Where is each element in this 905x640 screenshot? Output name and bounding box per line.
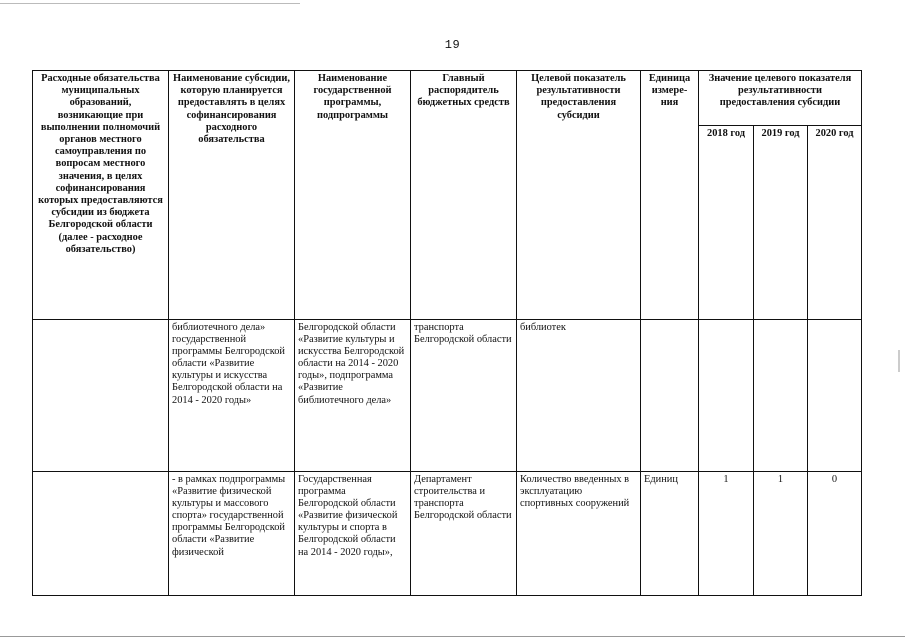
- cell-indicator: библиотек: [517, 320, 641, 472]
- header-year-2019: 2019 год: [754, 126, 808, 320]
- cell-manager: Департамент строительства и транспорта Белгородской области: [411, 472, 517, 596]
- cell-subsidy: библиотечного дела» государственной программы Белгородской области «Развитие культуры и искусства Белгородской области на 2014 - 2020 годы»: [169, 320, 295, 472]
- cell-program: Государственная программа Белгородской области «Развитие физической культуры и спорта в Белгородской области на 2014 - 2020 годы»,: [295, 472, 411, 596]
- scan-artifact: [898, 350, 900, 372]
- header-year-2018: 2018 год: [699, 126, 754, 320]
- header-program-name: Наименование государственной программы, подпрограммы: [295, 71, 411, 320]
- cell-indicator: Количество введенных в эксплуатацию спортивных сооружений: [517, 472, 641, 596]
- scan-edge-line: [0, 636, 905, 637]
- cell-value-2019: 1: [754, 472, 808, 596]
- header-obligations: Расходные обязательства муниципальных образований, возникающие при выполнении полномочий органов местного самоуправления по вопросам местного значения, в целях софинансирования которых предоставляются субсидии из бюджета Белгородской области (далее - расходное обязательство): [33, 71, 169, 320]
- header-target-value: Значение целевого показателя результативности предоставления субсидии: [699, 71, 862, 126]
- header-unit: Единица измере-ния: [641, 71, 699, 320]
- cell-obligation: [33, 320, 169, 472]
- header-subsidy-name: Наименование субсидии, которую планируется предоставлять в целях софинансирования расходного обязательства: [169, 71, 295, 320]
- header-year-2020: 2020 год: [808, 126, 862, 320]
- cell-obligation: [33, 472, 169, 596]
- cell-value-2019: [754, 320, 808, 472]
- table-row: [33, 320, 862, 472]
- subsidy-table: [32, 70, 862, 596]
- cell-manager: транспорта Белгородской области: [411, 320, 517, 472]
- cell-value-2018: [699, 320, 754, 472]
- cell-value-2018: 1: [699, 472, 754, 596]
- cell-value-2020: [808, 320, 862, 472]
- table-row: [33, 472, 862, 596]
- cell-unit: Единиц: [641, 472, 699, 596]
- page-number: 19: [444, 38, 461, 52]
- scan-edge-line: [0, 3, 300, 4]
- header-budget-manager: Главный распорядитель бюджетных средств: [411, 71, 517, 320]
- cell-value-2020: 0: [808, 472, 862, 596]
- cell-unit: [641, 320, 699, 472]
- header-target-indicator: Целевой показатель результативности предоставления субсидии: [517, 71, 641, 320]
- cell-subsidy: - в рамках подпрограммы «Развитие физической культуры и массового спорта» государственной программы Белгородской области «Развитие физической: [169, 472, 295, 596]
- cell-program: Белгородской области «Развитие культуры и искусства Белгородской области на 2014 - 2020 годы», подпрограмма «Развитие библиотечного дела»: [295, 320, 411, 472]
